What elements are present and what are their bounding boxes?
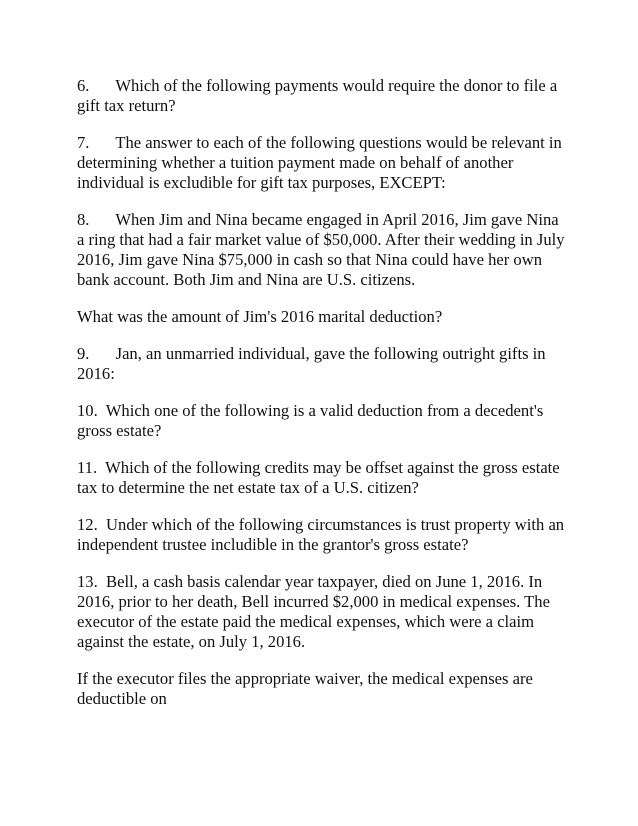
- question-text: Which one of the following is a valid deduction from a decedent's gross estate?: [77, 401, 544, 440]
- question-text: If the executor files the appropriate waiver, the medical expenses are deductible on: [77, 669, 533, 708]
- question-number: 12.: [77, 515, 98, 534]
- question-number: 7.: [77, 133, 90, 152]
- question-9: [77, 344, 567, 384]
- question-8: [77, 210, 567, 290]
- question-13-prompt: [77, 669, 567, 709]
- question-text: Bell, a cash basis calendar year taxpayer, died on June 1, 2016. In 2016, prior to her death, Bell incurred $2,000 in medical expenses. The executor of the estate paid the medical expenses, which were a claim against the estate, on July 1, 2016.: [77, 572, 550, 651]
- question-7: [77, 133, 567, 193]
- question-text: When Jim and Nina became engaged in April 2016, Jim gave Nina a ring that had a fair market value of $50,000. After their wedding in July 2016, Jim gave Nina $75,000 in cash so that Nina could have her own bank account. Both Jim and Nina are U.S. citizens.: [77, 210, 565, 289]
- question-number: 11.: [77, 458, 98, 477]
- question-13: [77, 572, 567, 652]
- question-12: [77, 515, 567, 555]
- question-text: The answer to each of the following questions would be relevant in determining whether a tuition payment made on behalf of another individual is excludible for gift tax purposes, EXCEPT:: [77, 133, 562, 192]
- question-text: Under which of the following circumstances is trust property with an independent trustee includible in the grantor's gross estate?: [77, 515, 565, 554]
- question-text: Which of the following payments would require the donor to file a gift tax return?: [77, 76, 558, 115]
- question-number: 9.: [77, 344, 90, 363]
- question-8-prompt: [77, 307, 567, 327]
- question-number: 8.: [77, 210, 90, 229]
- question-number: 13.: [77, 572, 98, 591]
- question-text: Jan, an unmarried individual, gave the following outright gifts in 2016:: [77, 344, 546, 383]
- question-text: What was the amount of Jim's 2016 marital deduction?: [77, 307, 443, 326]
- question-number: 6.: [77, 76, 90, 95]
- question-11: [77, 458, 567, 498]
- document-body: [77, 76, 567, 726]
- question-10: [77, 401, 567, 441]
- question-number: 10.: [77, 401, 98, 420]
- question-text: Which of the following credits may be offset against the gross estate tax to determine the net estate tax of a U.S. citizen?: [77, 458, 560, 497]
- question-6: [77, 76, 567, 116]
